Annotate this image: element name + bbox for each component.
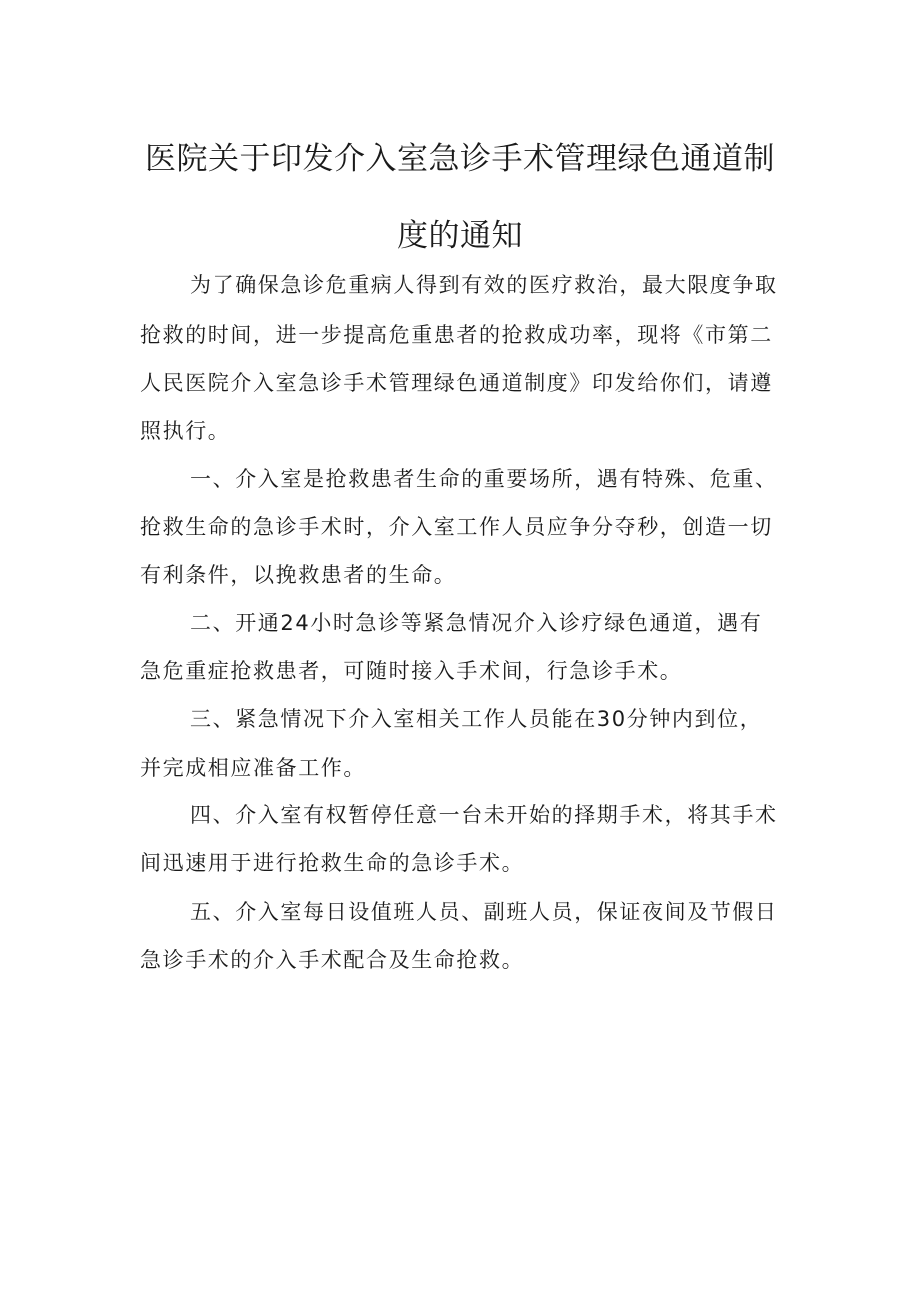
paragraph-line: 二、开通24小时急诊等紧急情况介入诊疗绿色通道，遇有 [190, 611, 763, 635]
paragraph-line: 一、介入室是抢救患者生命的重要场所，遇有特殊、危重、 [190, 467, 778, 491]
paragraph-line: 为了确保急诊危重病人得到有效的医疗救治，最大限度争取 [190, 273, 778, 297]
paragraph-line: 并完成相应准备工作。 [140, 756, 366, 780]
paragraph-line: 抢救生命的急诊手术时，介入室工作人员应争分夺秒，创造一切 [140, 515, 773, 539]
paragraph-line: 急危重症抢救患者，可随时接入手术间，行急诊手术。 [140, 659, 683, 683]
paragraph-line: 抢救的时间，进一步提高危重患者的抢救成功率，现将《市第二 [140, 323, 773, 347]
paragraph-line: 间迅速用于进行抢救生命的急诊手术。 [140, 851, 525, 875]
paragraph-line: 三、紧急情况下介入室相关工作人员能在30分钟内到位， [190, 707, 763, 731]
paragraph-line: 四、介入室有权暂停任意一台未开始的择期手术，将其手术 [190, 803, 778, 827]
paragraph-line: 人民医院介入室急诊手术管理绿色通道制度》印发给你们，请遵 [140, 371, 773, 395]
paragraph-line: 照执行。 [140, 419, 231, 443]
document-title-line-2: 度的通知 [397, 218, 523, 254]
paragraph-line: 急诊手术的介入手术配合及生命抢救。 [140, 948, 525, 972]
document-title-line-1: 医院关于印发介入室急诊手术管理绿色通道制 [145, 141, 775, 177]
paragraph-line: 五、介入室每日设值班人员、副班人员，保证夜间及节假日 [190, 900, 778, 924]
paragraph-line: 有利条件，以挽救患者的生命。 [140, 563, 457, 587]
